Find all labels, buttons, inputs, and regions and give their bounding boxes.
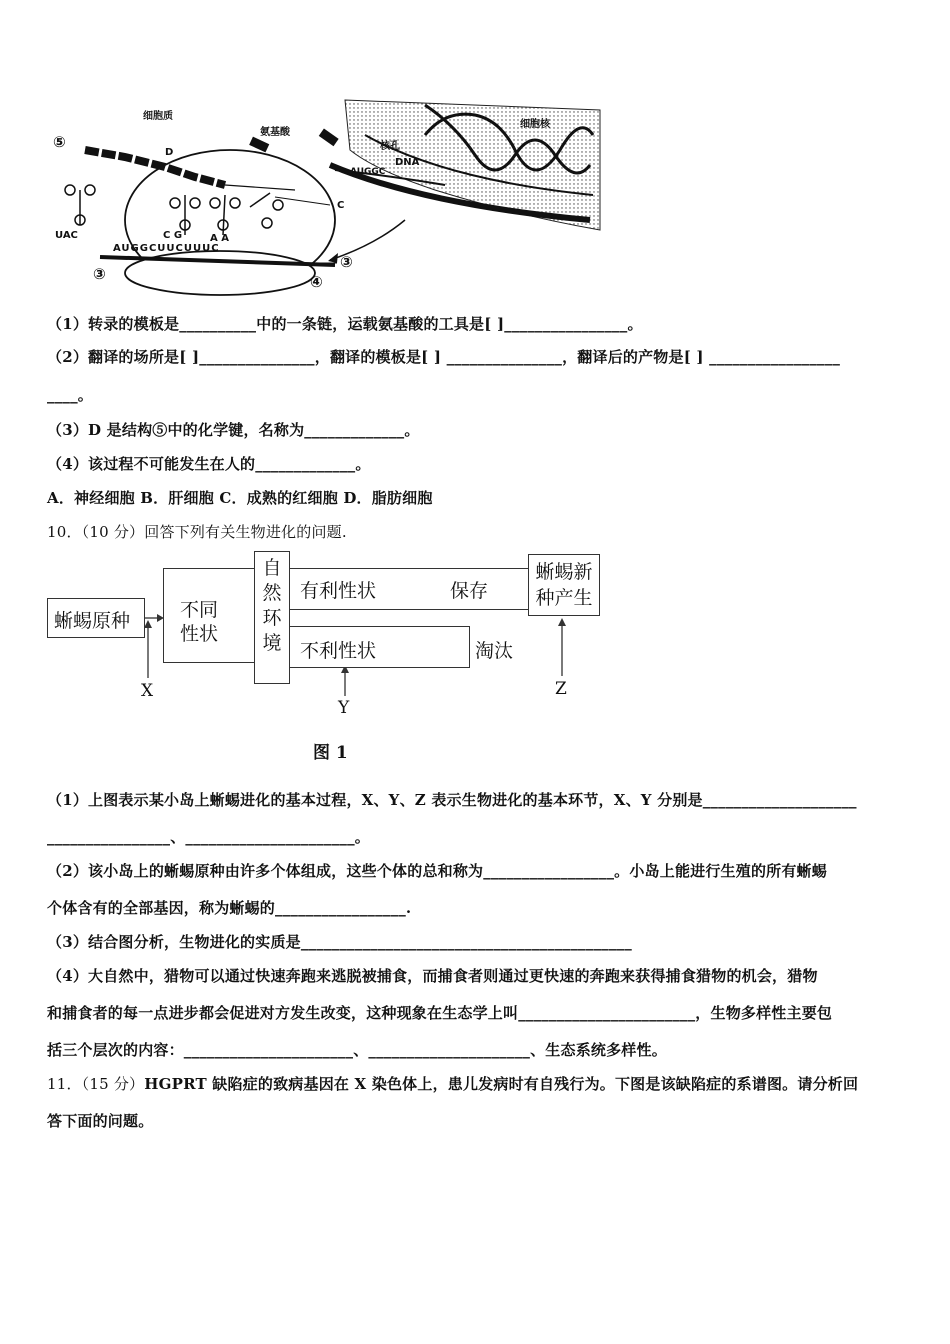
q9-part2: （2）翻译的场所是[ ]_______________，翻译的模板是[ ] _______________，翻译后的产物是[ ] _________________: [47, 348, 841, 366]
label-num5: ⑤: [53, 133, 66, 151]
q10-part4: （4）大自然中，猎物可以通过快速奔跑来逃脱被捕食，而捕食者则通过更快速的奔跑来获得捕食猎物的机会，猎物: [47, 967, 818, 985]
translation-figure: [45, 95, 605, 300]
q10-part4-cont2: 括三个层次的内容：______________________、_____________________、生态系统多样性。: [47, 1041, 667, 1059]
label-z: Z: [555, 679, 567, 699]
favorable-traits-label: 有利性状: [300, 580, 377, 602]
q9-part1: （1）转录的模板是__________中的一条链，运载氨基酸的工具是[ ]________________。: [47, 315, 643, 333]
trna-incoming: [250, 193, 283, 228]
env-char-2: 然: [262, 582, 282, 604]
q11-heading: [47, 1073, 858, 1094]
box-natural-environment: [254, 551, 290, 684]
q10-heading: [47, 521, 347, 542]
diff-traits-line2: 性状: [180, 623, 219, 645]
env-char-1: 自: [262, 557, 282, 579]
diff-traits-line1: 不同: [180, 599, 219, 621]
q11-number: 11．（15 分）: [47, 1075, 145, 1093]
keep-label: 保存: [450, 580, 489, 602]
label-top-seq: AUGGC: [350, 167, 386, 177]
trna-bound-2: [210, 195, 240, 235]
q10-part3: （3）结合图分析，生物进化的实质是___________________________________________: [47, 933, 632, 951]
trna-free: [65, 185, 95, 225]
q11-text-cont: 答下面的问题。: [47, 1112, 154, 1130]
new-species-line1: 蜥蜴新: [535, 561, 593, 583]
new-species-line2: 种产生: [535, 587, 593, 609]
evolution-diagram: [45, 548, 605, 763]
trna-bound-1: [170, 195, 200, 235]
q10-part1-cont: ________________、______________________。: [47, 828, 371, 846]
amino-acid-1: [249, 137, 269, 153]
eliminate-label: 淘汰: [475, 640, 514, 662]
label-uac: UAC: [55, 230, 78, 241]
unfavorable-traits-label: 不利性状: [300, 640, 377, 662]
q10-number: 10．（10 分）: [47, 523, 145, 541]
env-char-4: 境: [262, 632, 282, 654]
box-different-traits: [163, 568, 255, 663]
q9-part4: （4）该过程不可能发生在人的_____________。: [47, 455, 371, 473]
q10-part1: （1）上图表示某小岛上蜥蜴进化的基本过程，X、Y、Z 表示生物进化的基本环节，X、Y 分别是____________________: [47, 791, 857, 809]
label-dna: DNA: [395, 157, 420, 168]
label-nucleus: 细胞核: [520, 119, 550, 130]
q10-part4-cont: 和捕食者的每一点进步都会促进对方发生改变，这种现象在生态学上叫_______________________，生物多样性主要包: [47, 1004, 833, 1022]
label-y: Y: [338, 698, 350, 718]
env-char-3: 环: [262, 607, 282, 629]
label-amino-acid: 氨基酸: [260, 127, 290, 138]
label-cytoplasm: 细胞质: [143, 111, 173, 122]
amino-acid-2: [319, 129, 339, 147]
label-nuclear-pore: 核孔: [380, 141, 400, 152]
box-original-species: [47, 598, 145, 638]
q11-text: HGPRT 缺陷症的致病基因在 X 染色体上，患儿发病时有自残行为。下图是该缺陷症的系谱图。请分析回: [144, 1075, 859, 1093]
label-d: D: [165, 147, 174, 158]
original-species-label: 蜥蜴原种: [54, 610, 131, 632]
label-num3-left: ③: [93, 265, 106, 283]
label-c: C: [337, 200, 345, 211]
polypeptide-chain: [85, 150, 225, 185]
polypeptide-pointer: [225, 185, 295, 190]
q10-part2: （2）该小岛上的蜥蜴原种由许多个体组成，这些个体的总和称为_________________。小岛上能进行生殖的所有蜥蜴: [47, 862, 827, 880]
transport-arrowhead: [328, 253, 338, 263]
label-num3-right: ③: [340, 253, 353, 271]
label-num4: ④: [310, 273, 323, 291]
q9-part3: （3）D 是结构⑤中的化学键，名称为_____________。: [47, 421, 420, 439]
figure-caption: 图 1: [313, 743, 348, 763]
q9-part2-cont: ____。: [47, 386, 94, 404]
q9-options: A．神经细胞 B．肝细胞 C．成熟的红细胞 D．脂肪细胞: [47, 489, 433, 507]
q10-title: 回答下列有关生物进化的问题.: [144, 523, 347, 541]
label-cg: C G: [163, 230, 183, 241]
label-x: X: [141, 681, 154, 701]
label-mrna-seq: AUGGCUUCUUUC: [113, 243, 220, 254]
box-new-species: [528, 554, 600, 616]
label-aa: A A: [210, 233, 229, 244]
q10-part2-cont: 个体含有的全部基因，称为蜥蜴的_________________.: [47, 899, 412, 917]
